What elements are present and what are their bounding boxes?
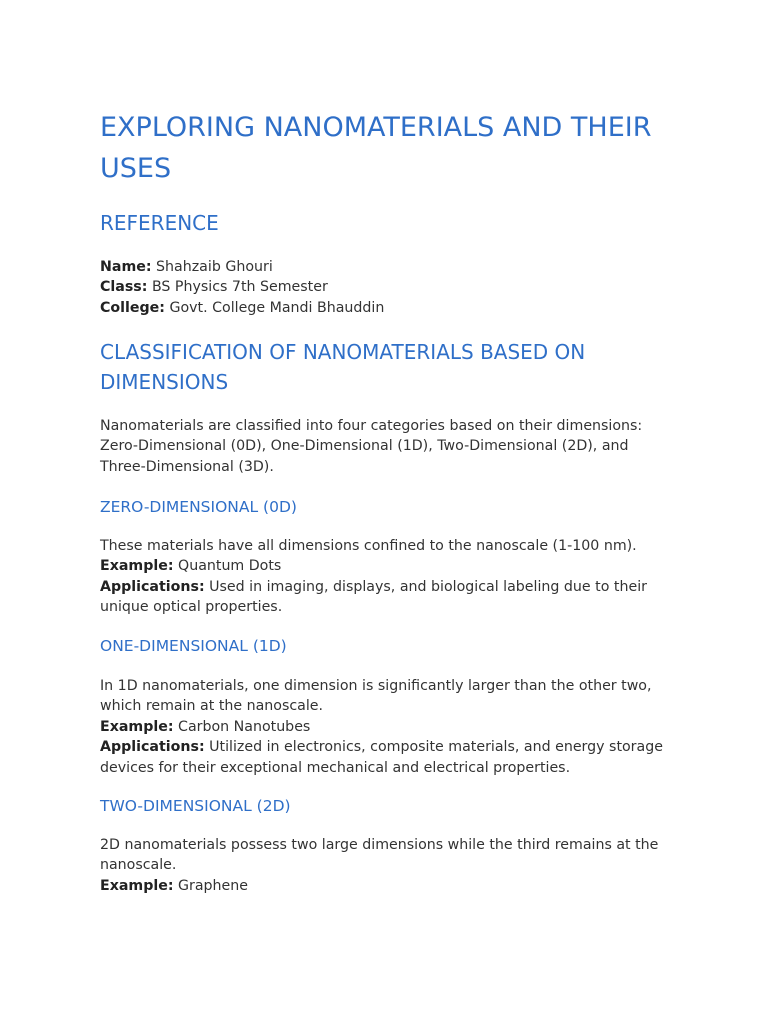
zero-d-description: These materials have all dimensions confined to the nanoscale (1-100 nm). (100, 538, 637, 554)
one-d-description: In 1D nanomaterials, one dimension is significantly larger than the other two, which remain at the nanoscale. (100, 678, 652, 715)
name-value: Shahzaib Ghouri (156, 259, 273, 275)
class-label: Class: (100, 279, 148, 296)
college-label: College: (100, 299, 165, 316)
two-d-description: 2D nanomaterials possess two large dimensions while the third remains at the nanoscale. (100, 837, 659, 874)
one-d-applications-label: Applications: (100, 739, 205, 756)
zero-d-example-line (100, 556, 675, 576)
one-d-heading: ONE-DIMENSIONAL (1D) (100, 637, 287, 655)
reference-college-line (100, 298, 675, 318)
two-d-block (100, 835, 675, 896)
two-d-example-value: Graphene (178, 877, 248, 894)
college-value: Govt. College Mandi Bhauddin (169, 299, 385, 316)
one-d-example-label: Example: (100, 718, 174, 735)
zero-d-applications-line (100, 577, 675, 618)
two-d-heading: TWO-DIMENSIONAL (2D) (100, 797, 291, 815)
one-d-example-value: Carbon Nanotubes (178, 718, 311, 735)
classification-heading: CLASSIFICATION OF NANOMATERIALS BASED ON DIMENSIONS (100, 340, 586, 394)
reference-name-line (100, 257, 675, 277)
one-d-example-line (100, 717, 675, 737)
zero-d-example-label: Example: (100, 558, 174, 575)
zero-d-example-value: Quantum Dots (178, 558, 282, 575)
two-d-example-line (100, 876, 675, 896)
two-d-example-label: Example: (100, 877, 174, 894)
reference-block (100, 257, 675, 318)
zero-d-heading: ZERO-DIMENSIONAL (0D) (100, 498, 297, 516)
zero-d-applications-value: Used in imaging, displays, and biological labeling due to their unique optical properties. (100, 578, 647, 616)
class-value: BS Physics 7th Semester (151, 279, 328, 296)
reference-class-line (100, 277, 675, 297)
reference-heading: REFERENCE (100, 211, 219, 235)
classification-intro: Nanomaterials are classified into four categories based on their dimensions: Zero-Dimensional (0D), One-Dimensional (1D), Two-Dimensional (2D), and Three-Dimensional (3D). (100, 418, 643, 475)
one-d-applications-value: Utilized in electronics, composite materials, and energy storage devices for their exceptional mechanical and electrical properties. (100, 739, 663, 776)
zero-d-applications-label: Applications: (100, 578, 205, 595)
zero-d-block (100, 536, 675, 618)
document-title: EXPLORING NANOMATERIALS AND THEIR USES (100, 112, 652, 184)
one-d-applications-line (100, 737, 675, 778)
name-label: Name: (100, 259, 152, 275)
one-d-block (100, 676, 675, 778)
